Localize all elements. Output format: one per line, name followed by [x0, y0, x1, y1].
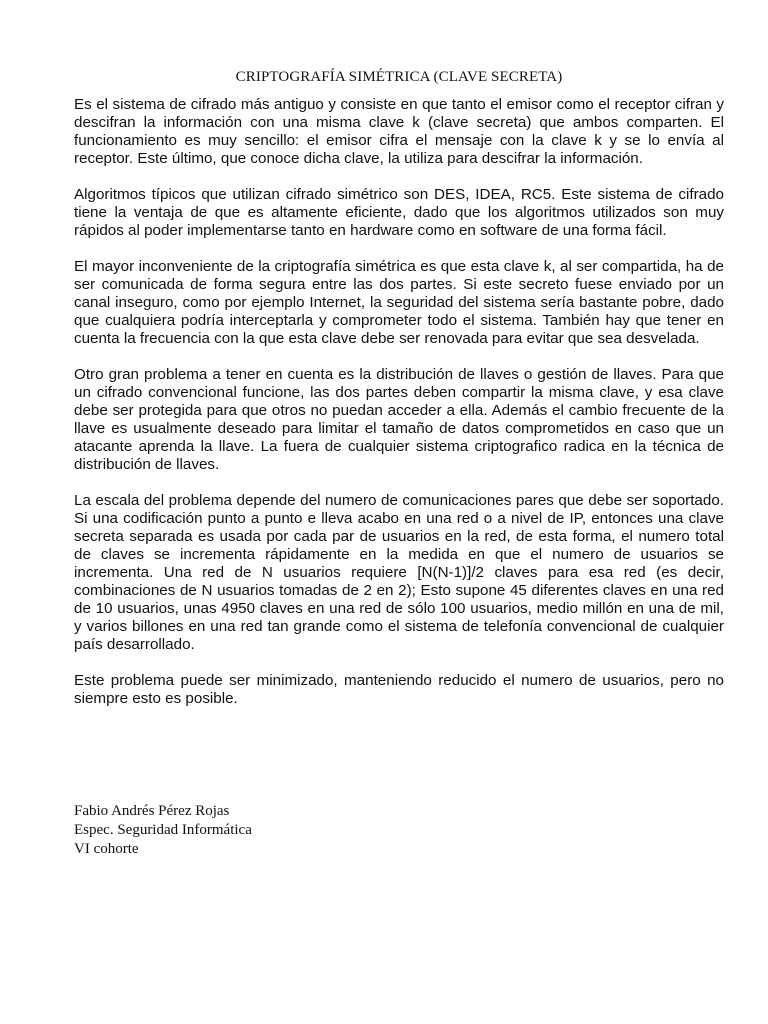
author-name: Fabio Andrés Pérez Rojas — [74, 803, 230, 819]
paragraph-3: El mayor inconveniente de la criptografía simétrica es que esta clave k, al ser compartida, ha de ser comunicada de forma segura entre las dos partes. Si este secreto fuese enviado por un canal inseguro, como por ejemplo Internet, la seguridad del sistema sería bastante pobre, dado que cualquiera podría interceptarla y comprometer todo el sistema. También hay que tener en cuenta la frecuencia con la que esta clave debe ser renovada para evitar que sea desvelada. — [74, 258, 724, 347]
paragraph-5: La escala del problema depende del numero de comunicaciones pares que debe ser soportado. Si una codificación punto a punto e lleva acabo en una red o a nivel de IP, entonces una clave secreta separada es usada por cada par de usuarios en la red, de esta forma, el numero total de claves se incrementa rápidamente en la medida en que el numero de usuarios se incrementa. Una red de N usuarios requiere [N(N-1)]/2 claves para esa red (es decir, combinaciones de N usuarios tomadas de 2 en 2); Esto supone 45 diferentes claves en una red de 10 usuarios, unas 4950 claves en una red de sólo 100 usuarios, medio millón en una de mil, y varios billones en una red tan grande como el sistema de telefonía convencional de cualquier país desarrollado. — [74, 492, 724, 653]
document-body — [74, 68, 724, 726]
signature-block — [74, 802, 252, 859]
paragraph-1: Es el sistema de cifrado más antiguo y consiste en que tanto el emisor como el receptor cifran y descifran la información con una misma clave k (clave secreta) que ambos comparten. El funcionamiento es muy sencillo: el emisor cifra el mensaje con la clave k y se lo envía al receptor. Este último, que conoce dicha clave, la utiliza para descifrar la información. — [74, 96, 724, 167]
paragraph-6: Este problema puede ser minimizado, manteniendo reducido el numero de usuarios, pero no siempre esto es posible. — [74, 672, 724, 707]
paragraph-2: Algoritmos típicos que utilizan cifrado simétrico son DES, IDEA, RC5. Este sistema de cifrado tiene la ventaja de que es altamente eficiente, dado que los algoritmos utilizados son muy rápidos al poder implementarse tanto en hardware como en software de una forma fácil. — [74, 186, 724, 239]
author-cohort: VI cohorte — [74, 841, 139, 857]
author-program: Espec. Seguridad Informática — [74, 822, 252, 838]
paragraph-4: Otro gran problema a tener en cuenta es la distribución de llaves o gestión de llaves. Para que un cifrado convencional funcione, las dos partes deben compartir la misma clave, y esa clave debe ser protegida para que otros no puedan acceder a ella. Además el cambio frecuente de la llave es usualmente deseado para limitar el tamaño de datos comprometidos en caso que un atacante aprenda la llave. La fuera de cualquier sistema criptografico radica en la técnica de distribución de llaves. — [74, 366, 724, 473]
document-title: CRIPTOGRAFÍA SIMÉTRICA (CLAVE SECRETA) — [235, 69, 563, 85]
